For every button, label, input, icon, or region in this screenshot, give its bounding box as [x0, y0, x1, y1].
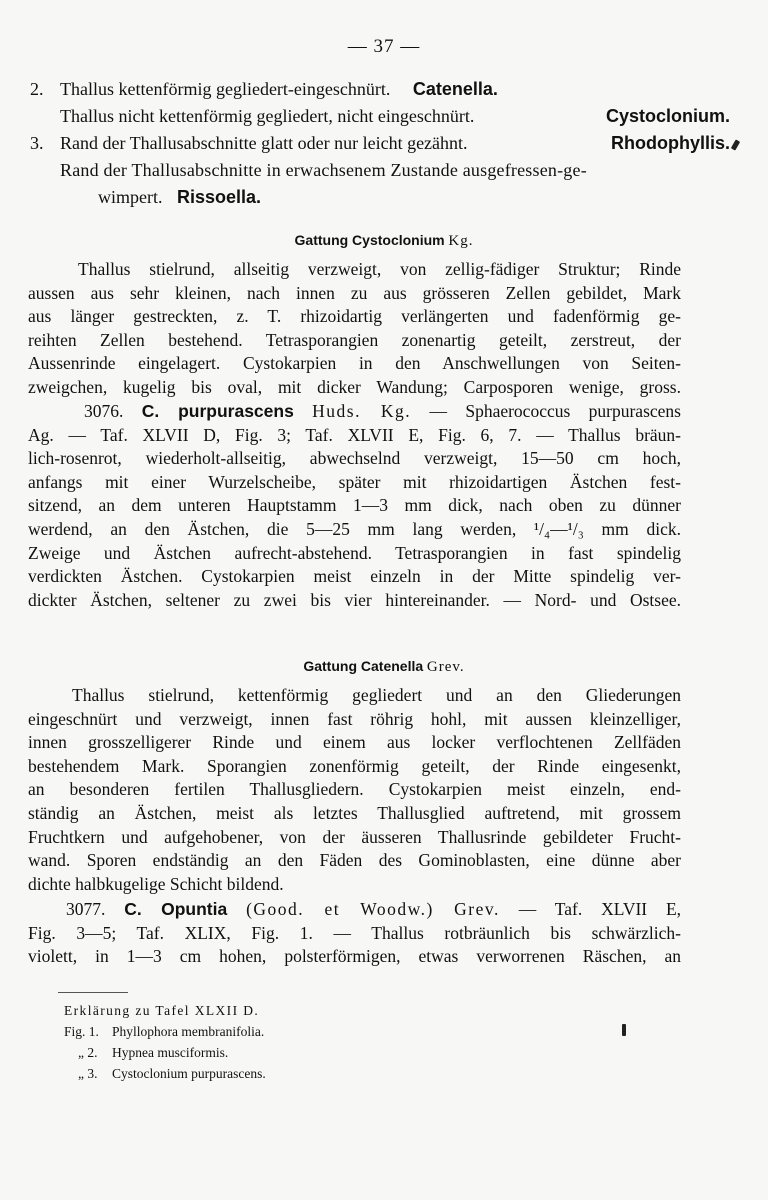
genus-heading-author: Grev. [426, 659, 465, 675]
text-line: ständig an Ästchen, meist als letztes Thallusglied auftretend, mit grossem [28, 802, 681, 823]
ink-speck [731, 139, 740, 150]
species-name: C. purpurascens [141, 401, 294, 421]
species-entry [28, 400, 681, 612]
genus-heading-author: Kg. [448, 233, 474, 249]
text-line: Thallus stielrund, kettenförmig gegliedert und an den Gliederungen [72, 685, 681, 705]
key-text: wimpert. [98, 187, 163, 207]
plate-legend-title: Erklärung zu Tafel XLXII D. [64, 1003, 260, 1018]
text-line: innen grosszelligerer Rinde und einem aus locker verflochtenen Zellfäden [28, 732, 681, 753]
species-text: — Taf. XLVII E, [518, 899, 682, 919]
text-line: Zweige und Ästchen aufrecht-abstehend. Tetrasporangien in fast spindelig [28, 542, 681, 563]
genus-heading [0, 232, 768, 250]
key-line [30, 130, 730, 157]
species-text: — Sphaerococcus purpurascens [429, 401, 681, 421]
footnote-rule [58, 992, 128, 993]
genus-key [30, 76, 730, 211]
text-line: werdend, an den Ästchen, die 5—25 mm lang werden, ¹/₄—¹/₃ mm dick. [28, 518, 681, 539]
key-text: Rand der Thallusabschnitte glatt oder nur leicht gezähnt. [60, 133, 468, 153]
key-number: 2. [30, 79, 44, 99]
text-line: aussen aus sehr kleinen, nach innen zu aus grösseren Zellen gebildet, Mark [28, 282, 681, 303]
ink-speck [622, 1024, 626, 1036]
figure-caption: Cystoclonium purpurascens. [112, 1066, 266, 1081]
key-line [30, 103, 730, 130]
species-author: Huds. Kg. [312, 401, 412, 421]
text-line: Fig. 3—5; Taf. XLIX, Fig. 1. — Thallus rotbräunlich bis schwärzlich- [28, 922, 681, 943]
species-author: (Good. et Woodw.) Grev. [246, 899, 500, 919]
text-line: eingeschnürt und verzweigt, innen fast röhrig hohl, mit aussen kleinzelliger, [28, 708, 681, 729]
text-line: dickter Ästchen, seltener zu zwei bis vier hintereinander. — Nord- und Ostsee. [28, 589, 681, 610]
key-text: Rand der Thallusabschnitte in erwachsenem Zustande ausgefressen-ge- [60, 160, 587, 180]
species-line [28, 400, 681, 424]
text-line: Aussenrinde eingelagert. Cystokarpien in den Anschwellungen von Seiten- [28, 353, 681, 374]
key-text: Thallus nicht kettenförmig gegliedert, nicht eingeschnürt. [60, 106, 475, 126]
species-entry [28, 898, 681, 969]
text-line: verdickten Ästchen. Cystokarpien meist einzeln in der Mitte spindelig ver- [28, 566, 681, 587]
key-number: 3. [30, 133, 44, 153]
text-line: anfangs mit einer Wurzelscheibe, später mit rhizoidartigen Ästchen fest- [28, 471, 681, 492]
text-line: wand. Sporen endständig an den Fäden des Gominoblasten, eine dünne aber [28, 850, 681, 871]
text-line: Thallus stielrund, allseitig verzweigt, von zellig-fädiger Struktur; Rinde [78, 259, 681, 279]
species-name: C. Opuntia [124, 899, 228, 919]
figure-label: „ 2. [78, 1045, 98, 1060]
plate-legend-row [64, 1063, 564, 1084]
genus-heading [0, 658, 768, 676]
figure-caption: Hypnea musciformis. [112, 1045, 229, 1060]
key-text: Thallus kettenförmig gegliedert-eingeschnürt. [60, 79, 391, 99]
genus-heading-label: Gattung Cystoclonium [294, 232, 445, 248]
species-line [28, 898, 681, 922]
text-line: zweigchen, kugelig bis oval, mit dicker Wandung; Carposporen wenige, gross. [28, 376, 681, 397]
text-line: reihten Zellen bestehend. Tetrasporangien zonenartig geteilt, zerstreut, der [28, 329, 681, 350]
text-line: violett, in 1—3 cm hohen, polsterförmigen, etwas verworrenen Räschen, an [28, 946, 681, 967]
key-genus: Cystoclonium. [605, 106, 730, 126]
text-line: sitzend, an dem unteren Hauptstamm 1—3 mm dick, nach oben zu dünner [28, 495, 681, 516]
key-line [30, 184, 730, 211]
text-line: dichte halbkugelige Schicht bildend. [28, 873, 284, 894]
plate-legend-row [64, 1021, 564, 1042]
text-line: lich-rosenrot, wiederholt-allseitig, abwechselnd verzweigt, 15—50 cm hoch, [28, 448, 681, 469]
species-number: 3077. [66, 899, 106, 919]
text-line: Fruchtkern und aufgehobener, von der äusseren Thallusrinde gebildeter Frucht- [28, 826, 681, 847]
text-line: Ag. — Taf. XLVII D, Fig. 3; Taf. XLVII E, Fig. 6, 7. — Thallus bräun- [28, 424, 681, 445]
genus-description [28, 258, 681, 400]
genus-heading-label: Gattung Catenella [303, 658, 424, 674]
key-genus: Catenella. [412, 79, 498, 99]
page-number: — 37 — [347, 36, 421, 57]
key-line [30, 157, 730, 184]
key-line [30, 76, 730, 103]
key-genus: Rhodophyllis. [611, 133, 730, 153]
text-line: an besonderen fertilen Thallusgliedern. Cystokarpien meist einzeln, end- [28, 779, 681, 800]
text-line: aus länger gestreckten, z. T. rhizoidartig verlängerten und fadenförmig ge- [28, 306, 681, 327]
key-genus: Rissoella. [177, 187, 262, 207]
plate-legend-row [64, 1042, 564, 1063]
figure-label: Fig. 1. [64, 1024, 99, 1039]
species-number: 3076. [84, 401, 124, 421]
genus-description [28, 684, 681, 896]
plate-legend [64, 1000, 564, 1084]
figure-label: „ 3. [78, 1066, 98, 1081]
text-line: bestehendem Mark. Sporangien zonenförmig geteilt, der Rinde eingesenkt, [28, 755, 681, 776]
figure-caption: Phyllophora membranifolia. [112, 1024, 265, 1039]
